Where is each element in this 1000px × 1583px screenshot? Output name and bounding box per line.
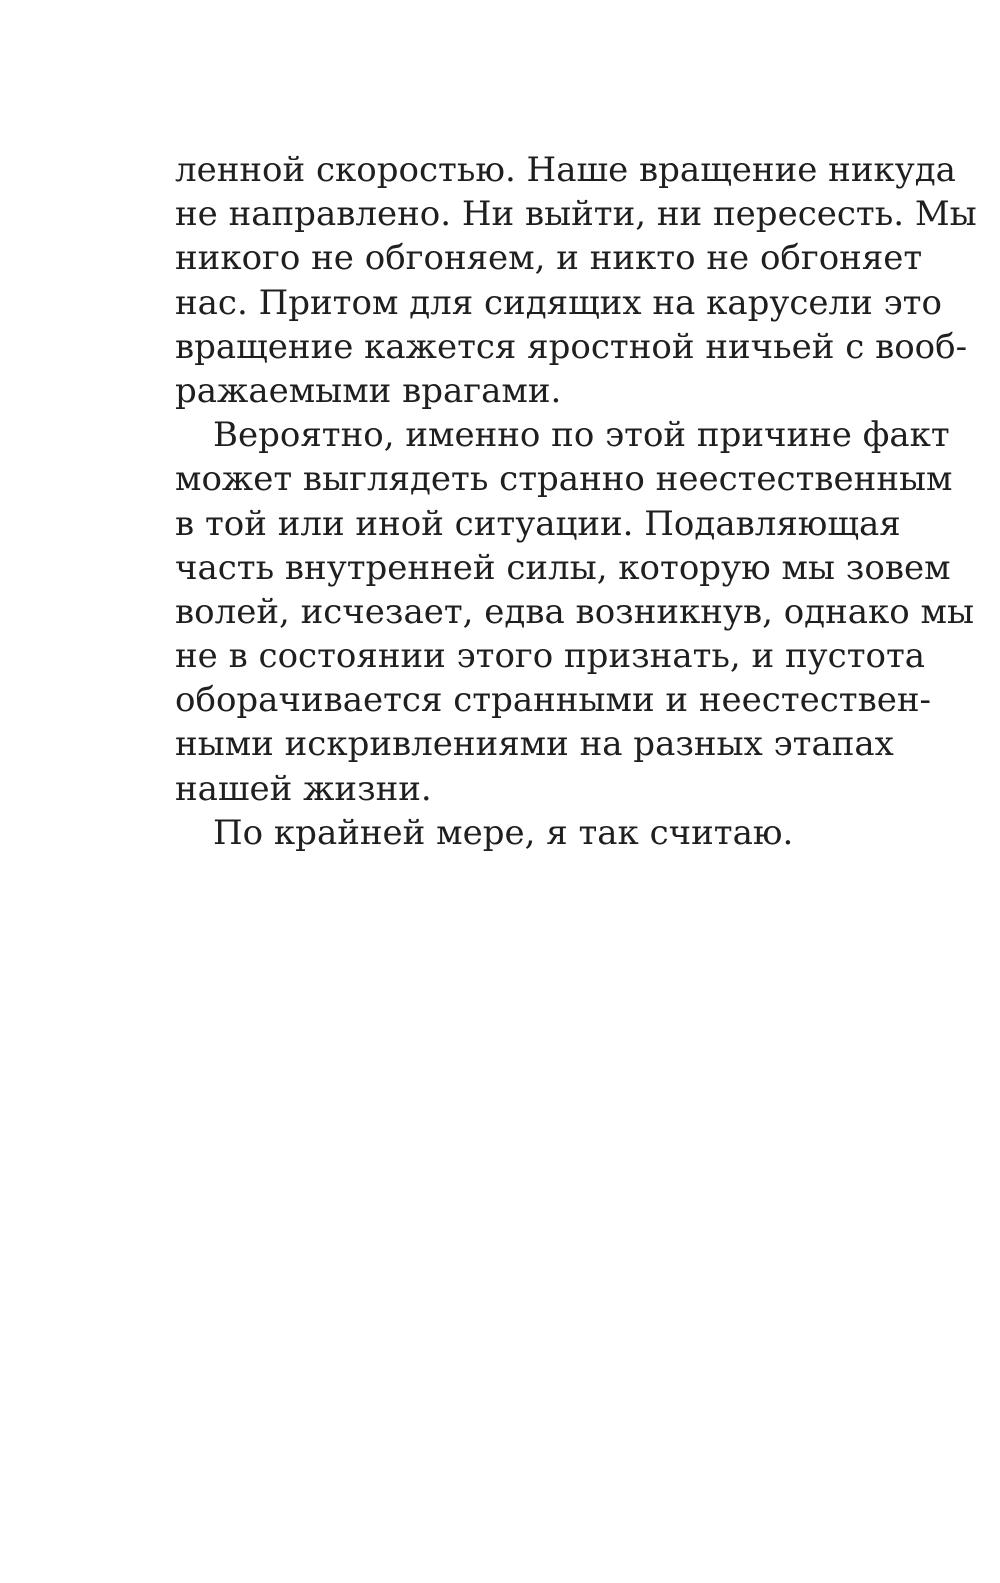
text-line: вращение кажется яростной ничьей с вооб- [175,326,968,367]
text-line: оборачивается странными и неестествен- [175,680,932,721]
text-line: не в состоянии этого признать, и пустота [175,636,926,677]
text-line: волей, исчезает, едва возникнув, однако мы [175,591,975,632]
text-line: часть внутренней силы, которую мы зовем [175,547,951,588]
text-line: никого не обгоняем, и никто не обгоняет [175,238,923,279]
text-line: Вероятно, именно по этой причине факт [213,415,950,456]
text-line: ными искривлениями на разных этапах [175,724,894,765]
text-line: не направлено. Ни выйти, ни пересесть. Мы [175,194,977,235]
body-text [175,148,977,855]
text-line: может выглядеть странно неестественным [175,459,953,500]
text-line: в той или иной ситуации. Подавляющая [175,503,901,544]
text-line: нашей жизни. [175,768,432,809]
text-line: ленной скоростью. Наше вращение никуда [175,150,956,190]
text-line: нас. Притом для сидящих на карусели это [175,282,942,323]
text-line: ражаемыми врагами. [175,370,562,411]
text-line: По крайней мере, я так считаю. [213,812,794,853]
